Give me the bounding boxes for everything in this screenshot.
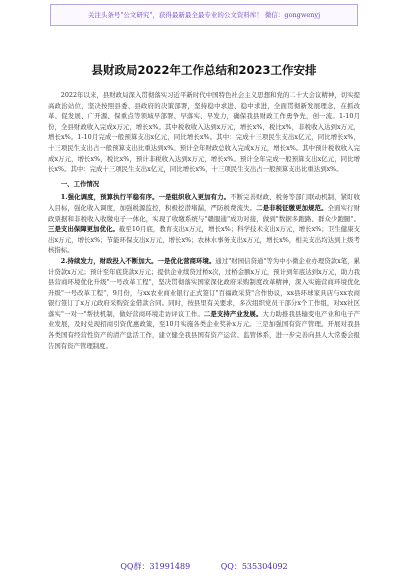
paragraph-text: 通过"财园信贷通"等为中小微企业办理贷款x笔，累计贷款x万元；预计至年底贷款x万元；提供企业续贷过桥x次，过桥金额x万元，预计到年底达到x万元，助力我县营商环境优化升级"一号改革工程"，坚决贯彻落实国家深化政府采购制度改革精神，深入实施营商环境优化升级"一号改革工程"，9月份，与xx农业商业银行正式签订"百福政采贷"合作协议，xx县环球家具店与xx农商银行签订了x万元政府采购资金借款合同。同时，按县里有关要求，多次组织党员干部分x个工作组，对xx社区落实"一对一"帮扶机制，做好营商环境走访评议工作。 (48, 256, 361, 318)
document-body (48, 90, 360, 351)
contact-footer (0, 561, 408, 572)
promo-banner-text: 关注头条号"公文研究"，获得最新最全最专业的公文资料库！ 微信：gongwenyj (87, 11, 321, 19)
intro-paragraph: 2022年以来，县财政局深入贯彻落实习近平新时代中国特色社会主义思想和党的二十大会议精神，切实提高政治站位，坚决按照县委、县政府的决策部署，坚持稳中求进、稳中求进，全面贯彻新发展理念，在抓改革、促发展、广开源、保重点等领域早部署、早落实、早发力，确保我县财政工作勇争先，创一流。1-10月份，全县财政收入完成x万元，增长x%。其中税收收入达到x万元，增长x%，税比x%，非税收入达到x万元，增长x%。1-10月完成一般预算支出x亿元，同比增长x%。其中：完成十三项民生支出x亿元，同比增长x%，十三项民生支出占一般预算支出比重达到x%。预计全年财政总收入完成x万元，增长x%。其中预计税收收入完成x万元，增长x%，税比x%，预计非税收入达到x万元，增长x%。预计全年完成一般预算支出x亿元，同比增长x%。其中：完成十三项民生支出x亿元，同比增长x%，十三项民生支出占一般预算支出比重达到x%。 (48, 91, 360, 174)
qq-contact: QQ：535304092 (220, 562, 288, 571)
section-heading-work-status: 一、工作情况 (60, 179, 100, 188)
paragraph-text: 不断完善财政、税务等部门联动机制，紧盯收入目标，强化收入调度，加强税源监控，积极挖潜堵漏，严防税费流失。 (48, 193, 361, 212)
paragraph-lead: 1.强化调度，预算执行平稳有序。一是组织收入更加有力。 (60, 193, 231, 202)
paragraph-text: 全面实行财政票据和非税收入收缴电子一体化，实现了收缴系统与"赣服通"成功对接，做到"数据多跑路、群众少跑腿"。 (48, 203, 361, 223)
paragraph-lead: 2.持续发力，财政投入不断加大。一是优化营商环境。 (60, 256, 216, 265)
paragraph-budget-execution (48, 192, 360, 256)
paragraph-subhead: 三是支出保障更加优化。 (48, 225, 119, 234)
qq-group: QQ群：31991489 (120, 562, 191, 571)
paragraph-text: 截至10月底，教育支出x万元，增长x%；科学技术支出x万元，增长x%；卫生健康支出x万元，增长x%；节能环保支出x万元，增长x%；农林水事务支出x万元，增长x%，相关支出均达到上级考核指标。 (48, 225, 361, 255)
document-title: 县财政局2022年工作总结和2023工作安排 (91, 63, 317, 77)
paragraph-subhead: 二是非税征缴更加规范。 (256, 203, 328, 212)
promo-banner (50, 4, 358, 26)
paragraph-text: 大力助推我县输变电产业和电子产业发展，及时兑现招商引资优惠政策，至10月实施各类企业奖补x万元。三是加强国有资产管理。开展对我县各类国有经营性资产的清产盘活工作，建立健全我县国有资产运营、监管体系，进一步完善向县人大常委会报告国有资产管理制度。 (48, 309, 360, 350)
paragraph-subhead: 二是支持产业发展。 (203, 309, 263, 318)
paragraph-fiscal-investment (48, 256, 360, 351)
